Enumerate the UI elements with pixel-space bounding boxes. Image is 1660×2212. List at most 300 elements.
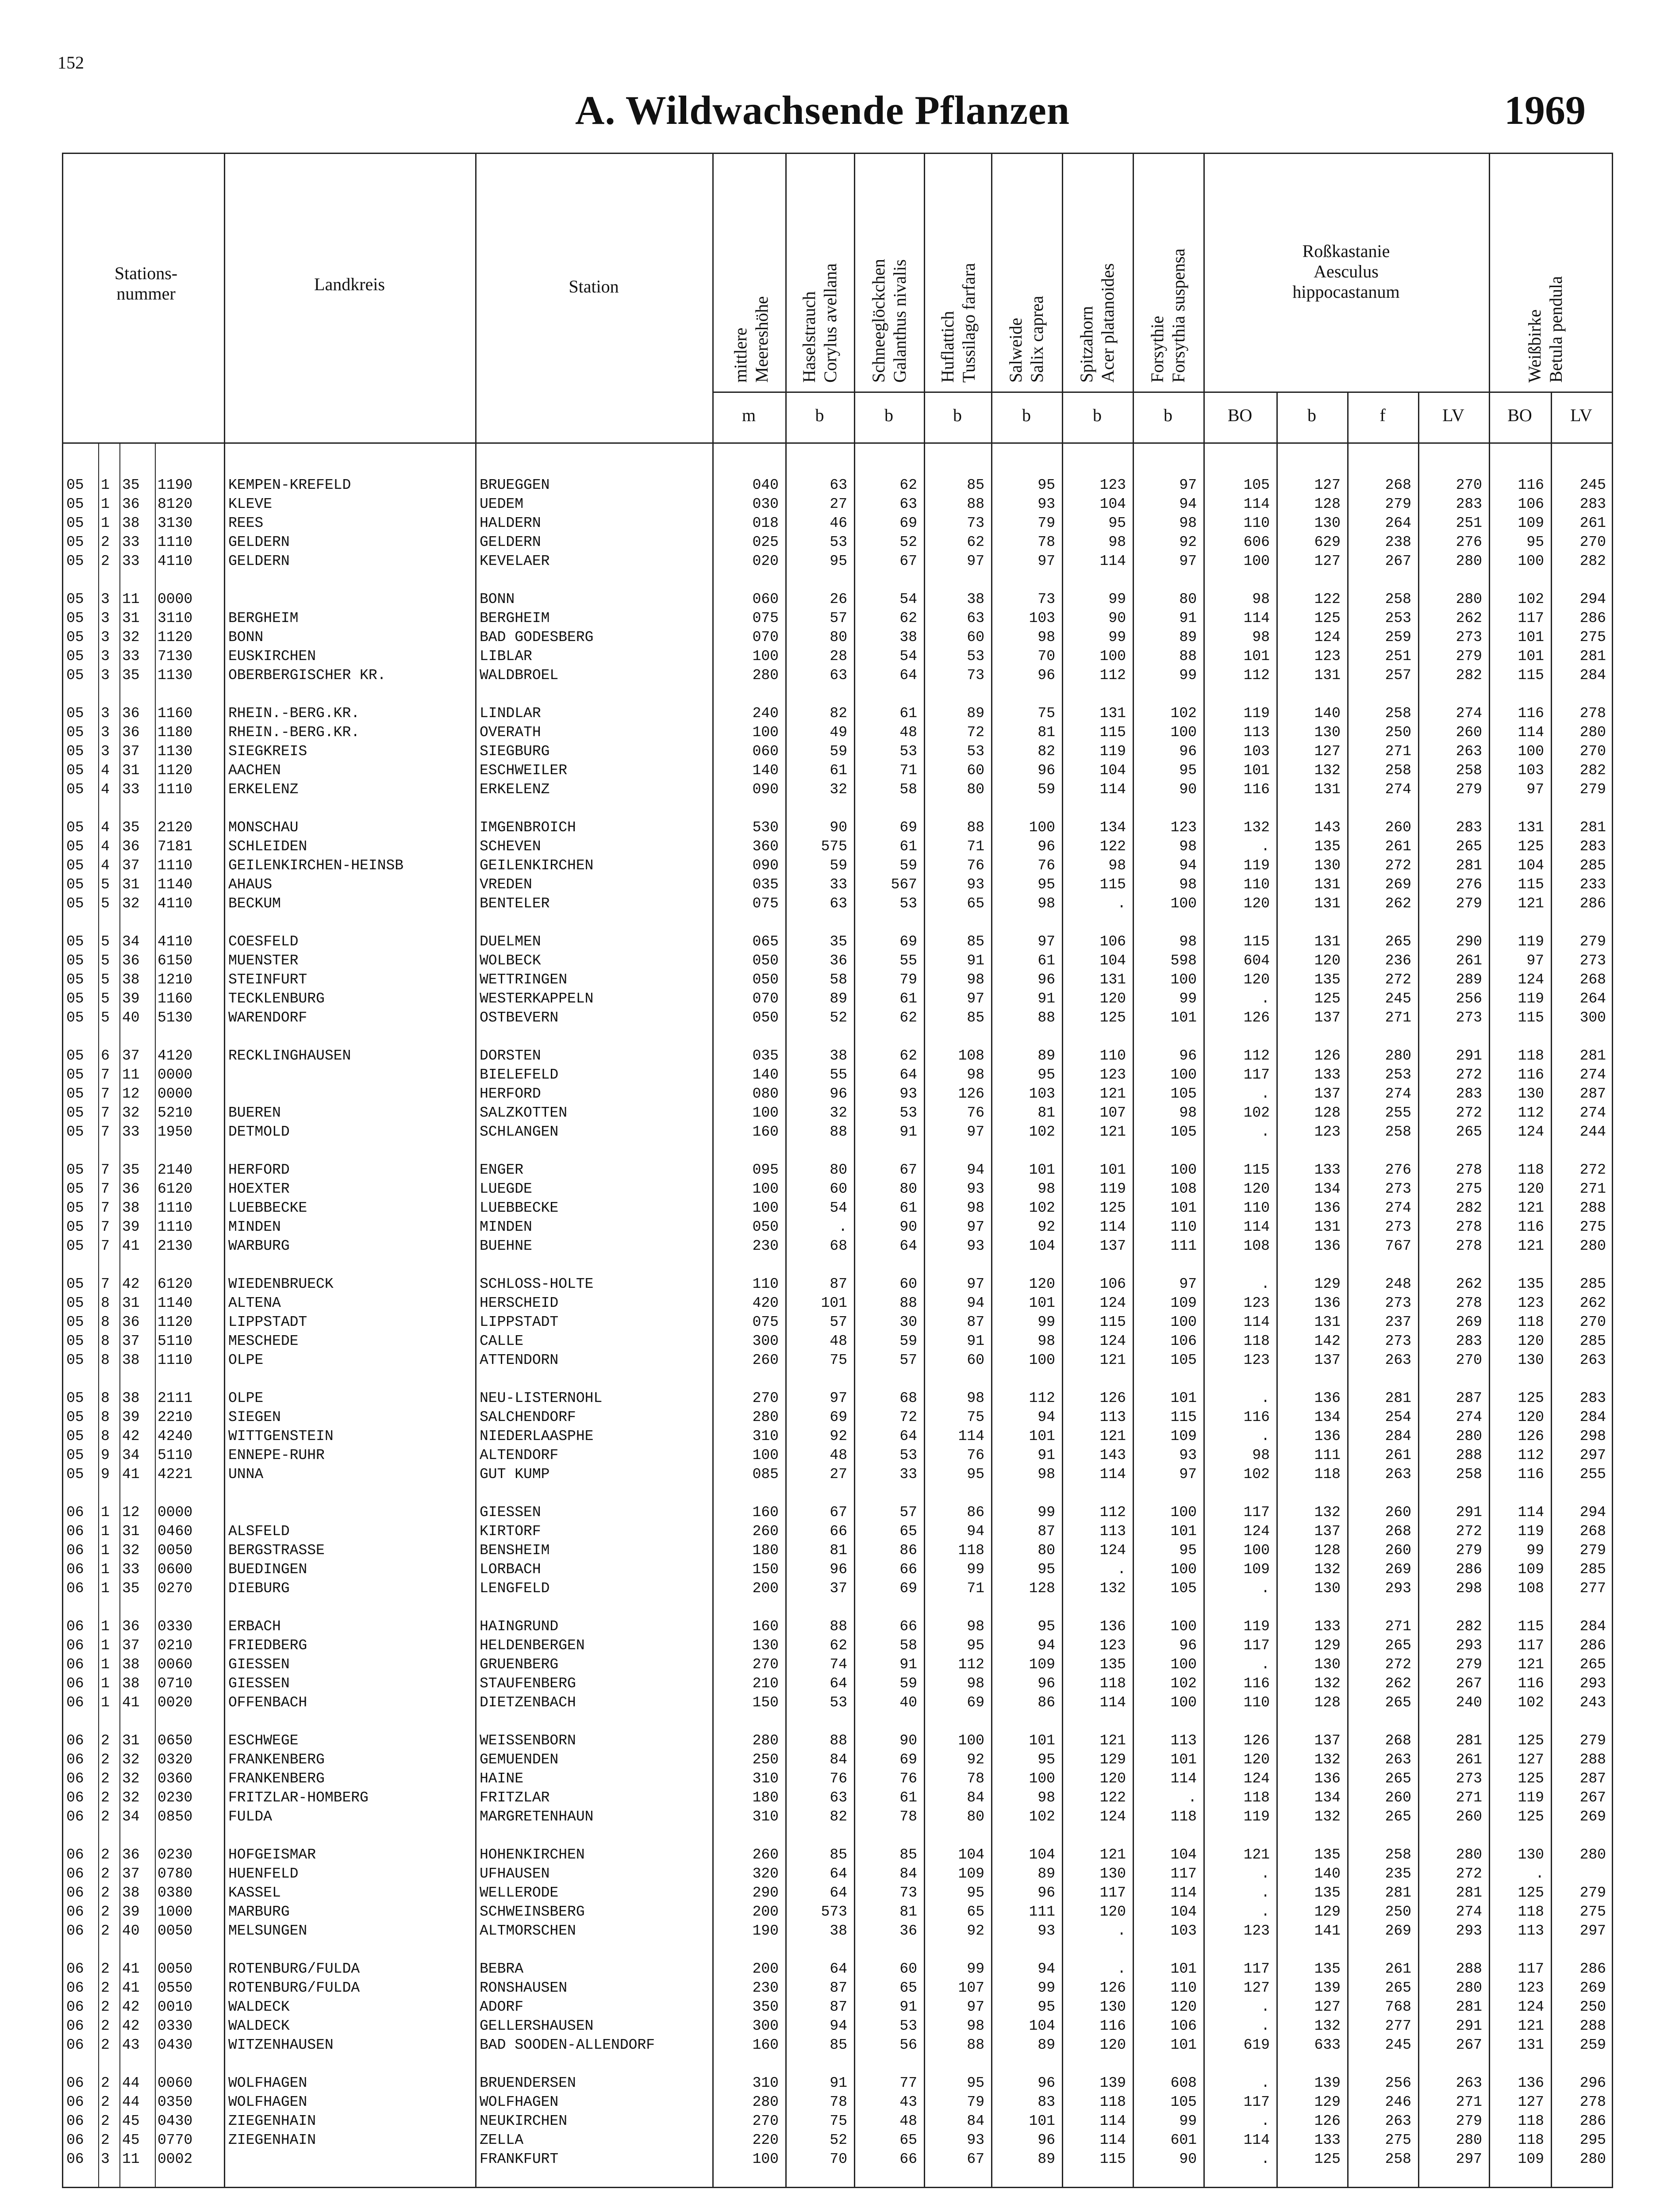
cell-salweide: 98 — [1038, 1466, 1055, 1482]
cell-kastanie-bo: 117 — [1243, 1067, 1270, 1083]
cell-birke-bo: 118 — [1518, 1904, 1544, 1920]
cell-kastanie-bo: 119 — [1243, 857, 1270, 874]
cell-landkreis: MESCHEDE — [228, 1333, 299, 1349]
cell-region: 1 — [101, 1523, 110, 1540]
cell-kastanie-f: 274 — [1385, 1200, 1411, 1216]
cell-kastanie-f: 268 — [1385, 1732, 1411, 1749]
table-row — [62, 533, 1613, 552]
cell-kastanie-bo: . — [1261, 1656, 1270, 1673]
cell-salweide: 59 — [1038, 781, 1055, 798]
cell-birke-lv: 280 — [1579, 1847, 1606, 1863]
cell-schnee: 38 — [899, 629, 917, 645]
cell-height: 035 — [752, 1048, 779, 1064]
cell-station: HERSCHEID — [480, 1295, 559, 1311]
cell-birke-bo: 116 — [1518, 1067, 1544, 1083]
cell-kastanie-lv: 281 — [1456, 1885, 1482, 1901]
cell-kastanie-lv: 280 — [1456, 2132, 1482, 2148]
cell-station-code: 0850 — [158, 1809, 193, 1825]
cell-birke-lv: 297 — [1579, 1447, 1606, 1463]
cell-birke-bo: 114 — [1518, 724, 1544, 741]
cell-salweide: 96 — [1038, 667, 1055, 684]
cell-kastanie-bo: 116 — [1243, 1675, 1270, 1692]
cell-kastanie-lv: 298 — [1456, 1580, 1482, 1597]
cell-landkreis: BUEDINGEN — [228, 1561, 307, 1578]
cell-region: 8 — [101, 1409, 110, 1425]
cell-salweide: 96 — [1038, 1675, 1055, 1692]
cell-schnee: 52 — [899, 534, 917, 550]
cell-kastanie-bo: . — [1261, 2075, 1270, 2091]
cell-state: 05 — [66, 591, 84, 607]
cell-landkreis: WOLFHAGEN — [228, 2094, 307, 2110]
cell-forsythie: 100 — [1170, 1618, 1197, 1635]
cell-huflattich: 95 — [967, 1466, 984, 1482]
cell-spitzahorn: 124 — [1099, 1295, 1126, 1311]
cell-kastanie-f: 279 — [1385, 496, 1411, 512]
table-row — [62, 1332, 1613, 1351]
cell-landkreis: MONSCHAU — [228, 819, 299, 836]
cell-forsythie: 95 — [1179, 1542, 1197, 1559]
table-row — [62, 666, 1613, 685]
cell-station: NIEDERLAASPHE — [480, 1428, 594, 1444]
unit-row-border — [712, 392, 1613, 393]
cell-station: WOLFHAGEN — [480, 2094, 559, 2110]
cell-district: 39 — [122, 1219, 140, 1235]
cell-salweide: 79 — [1038, 515, 1055, 531]
cell-district: 31 — [122, 876, 140, 893]
cell-kastanie-b: 127 — [1314, 743, 1341, 760]
cell-kastanie-f: 260 — [1385, 1790, 1411, 1806]
cell-kastanie-lv: 291 — [1456, 2018, 1482, 2034]
cell-state: 05 — [66, 895, 84, 912]
cell-birke-bo: 109 — [1518, 2151, 1544, 2167]
cell-spitzahorn: 115 — [1099, 876, 1126, 893]
cell-huflattich: 62 — [967, 534, 984, 550]
cell-height: 230 — [752, 1238, 779, 1254]
table-row — [62, 1617, 1613, 1636]
cell-station: GIESSEN — [480, 1504, 541, 1521]
cell-hasel: 78 — [830, 2094, 847, 2110]
cell-region: 4 — [101, 857, 110, 874]
cell-district: 41 — [122, 1694, 140, 1711]
cell-salweide: 109 — [1029, 1656, 1055, 1673]
cell-kastanie-bo: . — [1261, 1428, 1270, 1444]
header-schneegloeckchen: Schneeglöckchen Galanthus nivalis — [868, 259, 910, 383]
cell-kastanie-bo: . — [1261, 1904, 1270, 1920]
unit-b: b — [953, 405, 962, 425]
cell-landkreis: KASSEL — [228, 1885, 281, 1901]
cell-birke-lv: 275 — [1579, 1219, 1606, 1235]
cell-height: 025 — [752, 534, 779, 550]
cell-birke-bo: 115 — [1518, 1618, 1544, 1635]
cell-salweide: 89 — [1038, 1048, 1055, 1064]
cell-birke-lv: 269 — [1579, 1809, 1606, 1825]
cell-region: 2 — [101, 1980, 110, 1996]
cell-forsythie: 97 — [1179, 1466, 1197, 1482]
cell-district: 35 — [122, 1580, 140, 1597]
cell-hasel: 82 — [830, 705, 847, 722]
cell-region: 2 — [101, 1999, 110, 2015]
cell-birke-lv: 267 — [1579, 1790, 1606, 1806]
table-row — [62, 1446, 1613, 1465]
cell-kastanie-lv: 276 — [1456, 876, 1482, 893]
cell-kastanie-bo: 100 — [1243, 1542, 1270, 1559]
cell-birke-lv: 279 — [1579, 1732, 1606, 1749]
unit-b: b — [884, 405, 893, 425]
cell-state: 05 — [66, 933, 84, 950]
cell-landkreis: ERBACH — [228, 1618, 281, 1635]
cell-kastanie-bo: 119 — [1243, 1809, 1270, 1825]
cell-birke-lv: 278 — [1579, 705, 1606, 722]
cell-salweide: 100 — [1029, 819, 1055, 836]
cell-birke-lv: 284 — [1579, 1409, 1606, 1425]
unit-b: b — [815, 405, 824, 425]
cell-station-code: 2130 — [158, 1238, 193, 1254]
cell-schnee: 66 — [899, 1561, 917, 1578]
cell-kastanie-lv: 265 — [1456, 838, 1482, 855]
cell-huflattich: 104 — [958, 1847, 984, 1863]
cell-station: NEU-LISTERNOHL — [480, 1390, 603, 1406]
cell-station: LORBACH — [480, 1561, 541, 1578]
table-row — [62, 1579, 1613, 1598]
cell-region: 8 — [101, 1333, 110, 1349]
cell-landkreis: ZIEGENHAIN — [228, 2132, 316, 2148]
cell-huflattich: 98 — [967, 1200, 984, 1216]
cell-state: 05 — [66, 1219, 84, 1235]
cell-kastanie-lv: 274 — [1456, 705, 1482, 722]
cell-birke-lv: 264 — [1579, 991, 1606, 1007]
cell-kastanie-f: 280 — [1385, 1048, 1411, 1064]
cell-kastanie-lv: 274 — [1456, 1409, 1482, 1425]
cell-birke-lv: 277 — [1579, 1580, 1606, 1597]
cell-birke-lv: 294 — [1579, 1504, 1606, 1521]
cell-station: SIEGBURG — [480, 743, 550, 760]
cell-salweide: 99 — [1038, 1314, 1055, 1330]
cell-station-code: 0050 — [158, 1542, 193, 1559]
cell-birke-lv: 287 — [1579, 1770, 1606, 1787]
cell-kastanie-bo: 114 — [1243, 610, 1270, 626]
cell-hasel: 88 — [830, 1618, 847, 1635]
cell-spitzahorn: 118 — [1099, 1675, 1126, 1692]
cell-forsythie: 98 — [1179, 876, 1197, 893]
cell-station: VREDEN — [480, 876, 532, 893]
cell-schnee: 80 — [899, 1181, 917, 1197]
cell-hasel: 32 — [830, 1105, 847, 1121]
cell-station-code: 1210 — [158, 972, 193, 988]
cell-kastanie-f: 272 — [1385, 1656, 1411, 1673]
cell-hasel: 89 — [830, 991, 847, 1007]
cell-kastanie-lv: 278 — [1456, 1162, 1482, 1178]
cell-huflattich: 92 — [967, 1751, 984, 1768]
cell-schnee: 61 — [899, 838, 917, 855]
cell-kastanie-f: 273 — [1385, 1219, 1411, 1235]
cell-state: 05 — [66, 743, 84, 760]
cell-huflattich: 100 — [958, 1732, 984, 1749]
cell-forsythie: 92 — [1179, 534, 1197, 550]
cell-district: 36 — [122, 496, 140, 512]
cell-hasel: 35 — [830, 933, 847, 950]
cell-schnee: 48 — [899, 2113, 917, 2129]
cell-station: RONSHAUSEN — [480, 1980, 568, 1996]
cell-birke-lv: 281 — [1579, 819, 1606, 836]
cell-station: NEUKIRCHEN — [480, 2113, 568, 2129]
cell-station-code: 0550 — [158, 1980, 193, 1996]
cell-station-code: 0060 — [158, 1656, 193, 1673]
cell-height: 160 — [752, 1504, 779, 1521]
cell-height: 100 — [752, 648, 779, 664]
cell-salweide: 95 — [1038, 1067, 1055, 1083]
cell-kastanie-f: 267 — [1385, 553, 1411, 569]
table-row — [62, 1160, 1613, 1179]
cell-spitzahorn: 114 — [1099, 2113, 1126, 2129]
cell-kastanie-b: 123 — [1314, 1124, 1341, 1140]
cell-district: 33 — [122, 534, 140, 550]
cell-forsythie: 100 — [1170, 1504, 1197, 1521]
cell-salweide: 101 — [1029, 1295, 1055, 1311]
cell-birke-lv: 288 — [1579, 2018, 1606, 2034]
cell-station: DUELMEN — [480, 933, 541, 950]
cell-station: GEILENKIRCHEN — [480, 857, 594, 874]
cell-station-code: 5110 — [158, 1333, 193, 1349]
cell-landkreis: BERGSTRASSE — [228, 1542, 325, 1559]
cell-kastanie-lv: 281 — [1456, 857, 1482, 874]
cell-region: 2 — [101, 1809, 110, 1825]
cell-salweide: 120 — [1029, 1276, 1055, 1292]
cell-birke-lv: 285 — [1579, 1276, 1606, 1292]
cell-birke-bo: 121 — [1518, 1200, 1544, 1216]
cell-kastanie-b: 139 — [1314, 1980, 1341, 1996]
cell-district: 38 — [122, 1352, 140, 1368]
header-rosskastanie: Roßkastanie Aesculus hippocastanum — [1292, 241, 1400, 302]
cell-height: 130 — [752, 1637, 779, 1654]
cell-salweide: 101 — [1029, 1428, 1055, 1444]
cell-hasel: 28 — [830, 648, 847, 664]
cell-salweide: 99 — [1038, 1980, 1055, 1996]
cell-salweide: 73 — [1038, 591, 1055, 607]
cell-district: 37 — [122, 1048, 140, 1064]
cell-kastanie-lv: 263 — [1456, 2075, 1482, 2091]
cell-huflattich: 97 — [967, 1276, 984, 1292]
table-row — [62, 1294, 1613, 1313]
cell-schnee: 55 — [899, 952, 917, 969]
cell-height: 160 — [752, 1618, 779, 1635]
cell-kastanie-f: 259 — [1385, 629, 1411, 645]
table-row — [62, 1921, 1613, 1940]
cell-station: WALDBROEL — [480, 667, 559, 684]
cell-birke-bo: 115 — [1518, 876, 1544, 893]
cell-state: 05 — [66, 477, 84, 493]
cell-spitzahorn: 122 — [1099, 838, 1126, 855]
cell-station-code: 0460 — [158, 1523, 193, 1540]
cell-kastanie-lv: 279 — [1456, 895, 1482, 912]
cell-kastanie-bo: 108 — [1243, 1238, 1270, 1254]
cell-kastanie-bo: 114 — [1243, 1219, 1270, 1235]
cell-birke-lv: 274 — [1579, 1105, 1606, 1121]
cell-kastanie-lv: 282 — [1456, 1200, 1482, 1216]
cell-region: 1 — [101, 1618, 110, 1635]
cell-schnee: 54 — [899, 648, 917, 664]
cell-forsythie: 100 — [1170, 1067, 1197, 1083]
cell-birke-lv: 283 — [1579, 1390, 1606, 1406]
cell-state: 05 — [66, 1409, 84, 1425]
cell-state: 05 — [66, 1086, 84, 1102]
cell-schnee: 59 — [899, 1333, 917, 1349]
cell-kastanie-bo: 114 — [1243, 1314, 1270, 1330]
cell-kastanie-b: 134 — [1314, 1790, 1341, 1806]
cell-birke-lv: 294 — [1579, 591, 1606, 607]
unit-bo: BO — [1227, 405, 1253, 425]
table-row — [62, 1046, 1613, 1065]
cell-height: 210 — [752, 1675, 779, 1692]
cell-kastanie-b: 133 — [1314, 1618, 1341, 1635]
cell-station: MARGRETENHAUN — [480, 1809, 594, 1825]
cell-kastanie-b: 130 — [1314, 1656, 1341, 1673]
cell-huflattich: 85 — [967, 477, 984, 493]
cell-hasel: 84 — [830, 1751, 847, 1768]
cell-spitzahorn: 126 — [1099, 1980, 1126, 1996]
cell-birke-lv: 280 — [1579, 1238, 1606, 1254]
cell-station-code: 1000 — [158, 1904, 193, 1920]
cell-station: LINDLAR — [480, 705, 541, 722]
cell-huflattich: 108 — [958, 1048, 984, 1064]
cell-salweide: 103 — [1029, 1086, 1055, 1102]
cell-hasel: 66 — [830, 1523, 847, 1540]
cell-birke-lv: 286 — [1579, 1961, 1606, 1977]
cell-salweide: 83 — [1038, 2094, 1055, 2110]
cell-height: 070 — [752, 991, 779, 1007]
cell-spitzahorn: 100 — [1099, 648, 1126, 664]
cell-huflattich: 84 — [967, 2113, 984, 2129]
cell-birke-lv: 270 — [1579, 534, 1606, 550]
cell-kastanie-b: 141 — [1314, 1923, 1341, 1939]
cell-state: 06 — [66, 1770, 84, 1787]
cell-spitzahorn: 124 — [1099, 1542, 1126, 1559]
cell-schnee: 62 — [899, 1010, 917, 1026]
cell-district: 45 — [122, 2113, 140, 2129]
cell-station: SALZKOTTEN — [480, 1105, 568, 1121]
cell-hasel: 69 — [830, 1409, 847, 1425]
cell-huflattich: 107 — [958, 1980, 984, 1996]
cell-kastanie-b: 136 — [1314, 1295, 1341, 1311]
cell-spitzahorn: 95 — [1108, 515, 1126, 531]
table-row — [62, 1503, 1613, 1522]
cell-hasel: 85 — [830, 2037, 847, 2053]
cell-hasel: 63 — [830, 895, 847, 912]
cell-spitzahorn: 118 — [1099, 2094, 1126, 2110]
cell-kastanie-b: 129 — [1314, 1637, 1341, 1654]
cell-station-code: 4110 — [158, 553, 193, 569]
cell-birke-lv: 268 — [1579, 1523, 1606, 1540]
cell-schnee: 62 — [899, 1048, 917, 1064]
cell-district: 40 — [122, 1010, 140, 1026]
cell-hasel: 49 — [830, 724, 847, 741]
table-row — [62, 932, 1613, 951]
cell-hasel: 67 — [830, 1504, 847, 1521]
cell-station-code: 2111 — [158, 1390, 193, 1406]
cell-forsythie: 96 — [1179, 743, 1197, 760]
cell-forsythie: 100 — [1170, 724, 1197, 741]
cell-huflattich: 38 — [967, 591, 984, 607]
cell-landkreis: REES — [228, 515, 264, 531]
cell-huflattich: 98 — [967, 1618, 984, 1635]
cell-district: 34 — [122, 1447, 140, 1463]
cell-birke-lv: 270 — [1579, 743, 1606, 760]
cell-schnee: 72 — [899, 1409, 917, 1425]
cell-kastanie-lv: 278 — [1456, 1295, 1482, 1311]
cell-salweide: 96 — [1038, 972, 1055, 988]
cell-kastanie-bo: 606 — [1243, 534, 1270, 550]
cell-huflattich: 69 — [967, 1694, 984, 1711]
cell-height: 100 — [752, 2151, 779, 2167]
cell-kastanie-bo: 112 — [1243, 667, 1270, 684]
table-row — [62, 1674, 1613, 1693]
cell-kastanie-b: 131 — [1314, 895, 1341, 912]
cell-huflattich: 95 — [967, 1637, 984, 1654]
cell-birke-lv: 274 — [1579, 1067, 1606, 1083]
cell-hasel: 38 — [830, 1923, 847, 1939]
cell-salweide: 97 — [1038, 553, 1055, 569]
cell-region: 3 — [101, 610, 110, 626]
cell-birke-bo: 97 — [1526, 781, 1544, 798]
cell-schnee: 59 — [899, 857, 917, 874]
cell-birke-lv: 283 — [1579, 838, 1606, 855]
cell-birke-lv: 275 — [1579, 1904, 1606, 1920]
page-title: A. Wildwachsende Pflanzen — [575, 88, 1070, 133]
cell-kastanie-f: 257 — [1385, 667, 1411, 684]
cell-station: BENSHEIM — [480, 1542, 550, 1559]
cell-kastanie-bo: 126 — [1243, 1732, 1270, 1749]
cell-state: 06 — [66, 2151, 84, 2167]
cell-schnee: 65 — [899, 1980, 917, 1996]
cell-kastanie-b: 142 — [1314, 1333, 1341, 1349]
table-row — [62, 1636, 1613, 1655]
cell-salweide: 82 — [1038, 743, 1055, 760]
cell-station-code: 1120 — [158, 1314, 193, 1330]
cell-height: 075 — [752, 1314, 779, 1330]
cell-kastanie-f: 236 — [1385, 952, 1411, 969]
cell-spitzahorn: 117 — [1099, 1885, 1126, 1901]
cell-station-code: 0320 — [158, 1751, 193, 1768]
cell-station-code: 3110 — [158, 610, 193, 626]
cell-state: 05 — [66, 705, 84, 722]
cell-station: ATTENDORN — [480, 1352, 559, 1368]
cell-kastanie-f: 263 — [1385, 2113, 1411, 2129]
cell-huflattich: 73 — [967, 515, 984, 531]
cell-landkreis: STEINFURT — [228, 972, 307, 988]
cell-kastanie-b: 140 — [1314, 705, 1341, 722]
cell-schnee: 65 — [899, 2132, 917, 2148]
cell-kastanie-b: 135 — [1314, 1847, 1341, 1863]
cell-state: 05 — [66, 515, 84, 531]
cell-forsythie: 101 — [1170, 1200, 1197, 1216]
table-row — [62, 1351, 1613, 1370]
cell-station-code: 1110 — [158, 781, 193, 798]
cell-station: LIPPSTADT — [480, 1314, 559, 1330]
cell-station-code: 1110 — [158, 857, 193, 874]
cell-region: 1 — [101, 515, 110, 531]
unit-lv: LV — [1570, 405, 1592, 425]
cell-birke-bo: 102 — [1518, 1694, 1544, 1711]
cell-birke-lv: 285 — [1579, 857, 1606, 874]
cell-station: WESTERKAPPELN — [480, 991, 594, 1007]
cell-schnee: 64 — [899, 1067, 917, 1083]
cell-kastanie-lv: 280 — [1456, 1980, 1482, 1996]
cell-schnee: 76 — [899, 1770, 917, 1787]
cell-district: 33 — [122, 1124, 140, 1140]
table-row — [62, 1179, 1613, 1198]
cell-forsythie: 115 — [1170, 1409, 1197, 1425]
cell-district: 32 — [122, 1542, 140, 1559]
cell-forsythie: 94 — [1179, 857, 1197, 874]
